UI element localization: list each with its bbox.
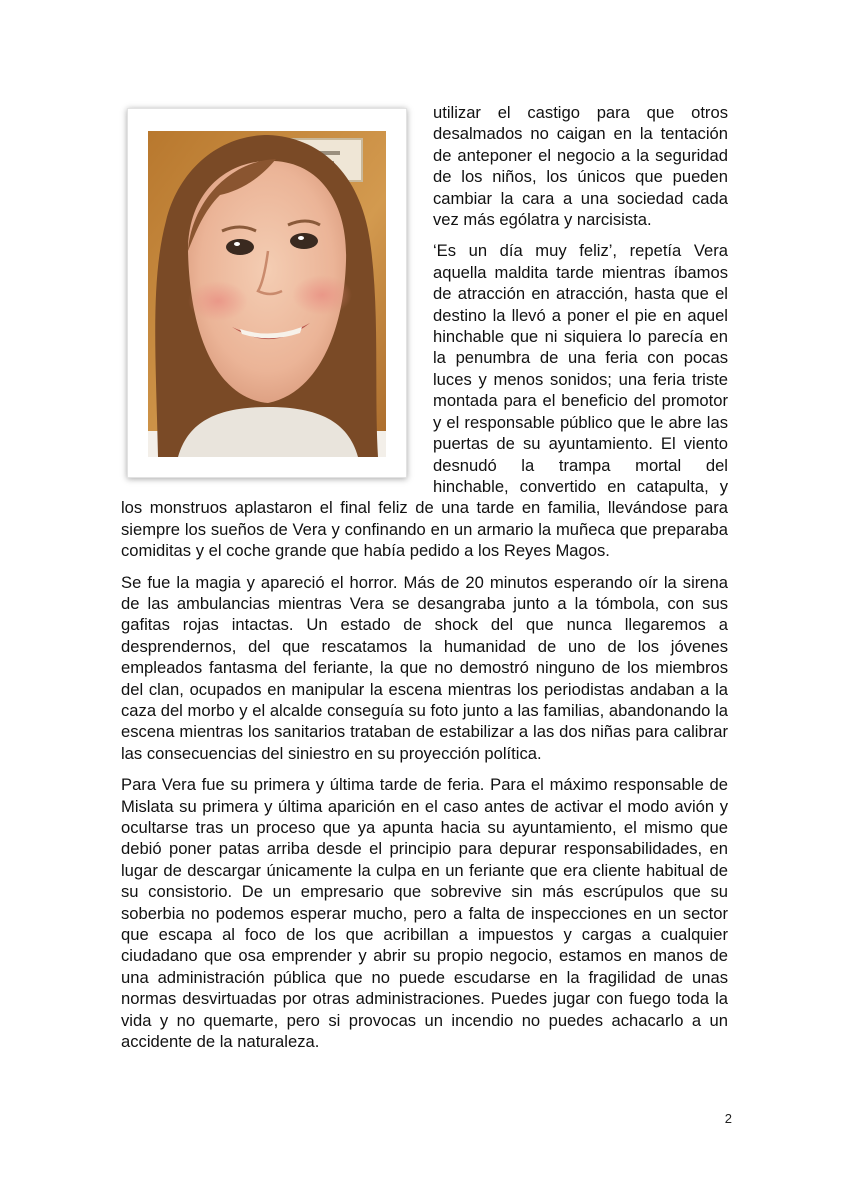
paragraph-4: Para Vera fue su primera y última tarde de feria. Para el máximo responsable de Mislata su primera y última aparición en el caso antes de activar el modo avión y ocultarse tras un proceso que ya apunta hacia su ayuntamiento, el mismo que debió poner patas arriba desde el principio para depurar responsabilidades, en lugar de descargar únicamente la culpa en un feriante que era cliente habitual de su consistorio. De un empresario que sobrevive sin más escrúpulos que su soberbia no podemos esperar mucho, pero a falta de inspecciones en un sector que escapa al foco de los que acribillan a impuestos y cargas a cualquier ciudadano que osa emprender y abrir su propio negocio, estamos en manos de una administración pública que no puede escudarse en la fragilidad de unas normas desvirtuadas por otras administraciones. Puedes jugar con fuego toda la vida y no quemarte, pero si provocas un incendio no puedes achacarlo a un accidente de la naturaleza.	[121, 775, 728, 1052]
paragraph-2: ‘Es un día muy feliz’, repetía Vera aquella maldita tarde mientras íbamos de atracción en atracción, hasta que el destino la llevó a poner el pie en aquel hinchable que ni siquiera lo parecía en la penumbra de una feria con pocas luces y menos sonidos; una feria triste montada para el beneficio del promotor y el responsable público que le abre las puertas de su ayuntamiento. El viento desnudó la trampa mortal del hinchable, convertido en catapulta, y los monstruos aplastaron el final feliz de una tarde en familia, llevándose para siempre los sueños de Vera y confinando en un armario la muñeca que preparaba comiditas y el coche grande que había pedido a los Reyes Magos.	[121, 241, 728, 561]
article-body	[121, 102, 728, 1062]
paragraph-3: Se fue la magia y apareció el horror. Más de 20 minutos esperando oír la sirena de las ambulancias mientras Vera se desangraba junto a la tómbola, con sus gafitas rojas intactas. Un estado de shock del que nunca llegaremos a desprendernos, del que rescatamos la humanidad de uno de los jóvenes empleados fantasma del feriante, la que no demostró ninguno de los miembros del clan, ocupados en manipular la escena mientras los periodistas andaban a la caza del morbo y el alcalde conseguía su foto junto a las familias, abandonando la escena mientras los sanitarios trataban de estabilizar a las dos niñas para calibrar las consecuencias del siniestro en su proyección política.	[121, 572, 728, 763]
child-portrait-photo	[148, 131, 386, 457]
page-number: 2	[724, 1111, 732, 1126]
photo-frame	[127, 108, 407, 478]
portrait-illustration	[148, 131, 386, 457]
paragraph-1: utilizar el castigo para que otros desalmados no caigan en la tentación de anteponer el negocio a la seguridad de los niños, los únicos que pueden cambiar la cara a una sociedad cada vez más ególatra y narcisista.	[433, 103, 728, 230]
